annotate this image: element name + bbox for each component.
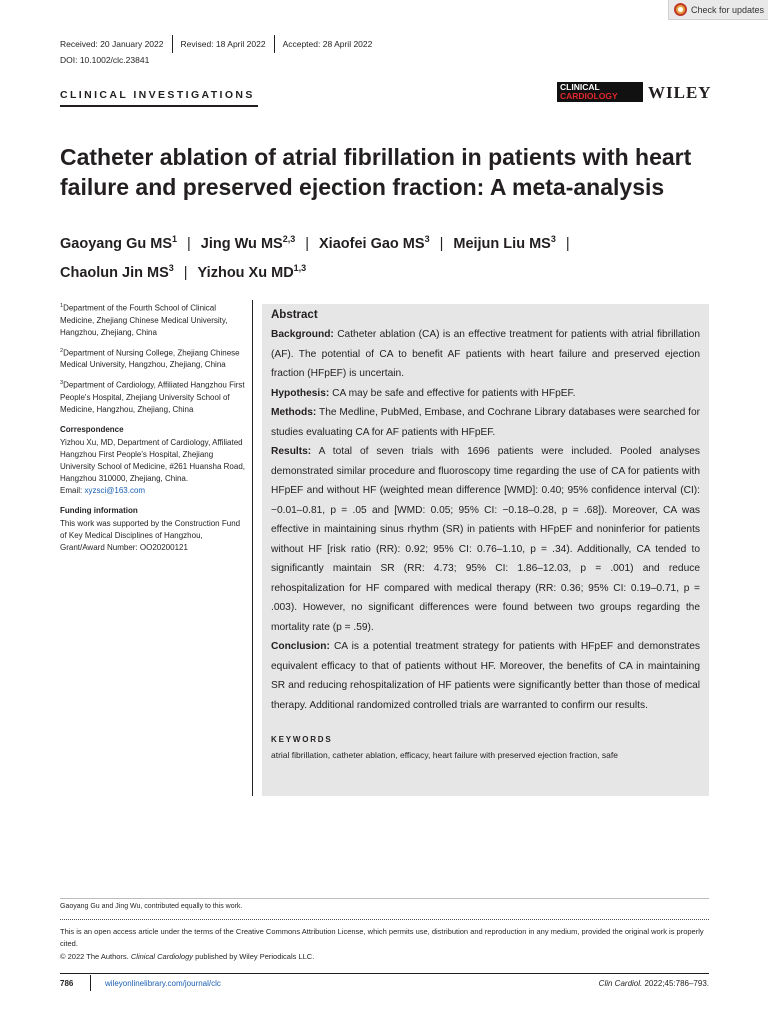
author-separator: | <box>439 235 444 252</box>
section-rule <box>60 105 258 107</box>
column-divider <box>252 300 253 796</box>
abstract-box <box>262 304 709 796</box>
doi: DOI: 10.1002/clc.23841 <box>60 55 150 65</box>
correspondence-heading: Correspondence <box>60 424 124 434</box>
correspondence-text: Yizhou Xu, MD, Department of Cardiology, Affiliated Hangzhou First People's Hospital, Zhejiang University School of Medicine, #261 Huansha Road, Hangzhou 310000, Zhejiang, China. Email: xyzsci@163.com <box>60 437 245 495</box>
author: Yizhou Xu MD$^{1,3}$ <box>197 262 307 281</box>
abstract-background: Background: Catheter ablation (CA) is an effective treatment for patients with atrial fibrillation (AF). The potential of CA to benefit AF patients with heart failure and preserved ejection fraction (HFpEF) is uncertain. <box>271 329 700 379</box>
license-note: This is an open access article under the terms of the Creative Commons Attribution License, which permits use, distribution and reproduction in any medium, provided the original work is properly cited. <box>60 927 704 948</box>
footnote-dotted-rule <box>60 919 709 920</box>
publisher-logo: WILEY <box>648 83 712 102</box>
article-dates <box>60 35 372 53</box>
author-separator: | <box>565 235 570 252</box>
author: Chaolun Jin $MS^3$ <box>60 262 174 281</box>
abstract-results: Results: A total of seven trials with 1696 patients were included. Pooled analyses demonstrated similar procedure and fluoroscopy time regarding the use of CA for patients with HFpEF and without HF (weighted mean difference [WMD]: 0.40; 95% confidence interval (CI): −0.01–0.81, p = .05 and [WMD: 0.05; 95% CI: −0.18–0.28, p = .68]). Moreover, CA was effective in maintaining sinus rhythm (SR) in patients with HFpEF and noninferior for patients without HF [risk ratio (RR): 0.92; 95% CI: 0.76–1.10, p = .34). Additionally, CA tended to significantly maintain SR (RR: 4.73; 95% CI: 1.86–12.03, p = .001) and reduce rehospitalization for HF compared with medical therapy (RR: 0.36; 95% CI: 0.19–0.71, p = .003). However, no significant differences were found between two groups regarding the mortality rate (p = .59). <box>271 446 700 633</box>
article-title: Catheter ablation of atrial fibrillation in patients with heart failure and preserved ejection fraction: A meta-analysis <box>60 144 692 200</box>
author-separator: | <box>187 235 191 252</box>
author: Xiaofei Gao $MS^3$ <box>319 234 430 252</box>
footer-divider <box>90 975 91 991</box>
funding-heading: Funding information <box>60 505 138 515</box>
author-line <box>60 256 720 285</box>
funding-text: This work was supported by the Construction Fund of Key Medical Disciplines of Hangzhou, Grant/Award Number: OO20200121 <box>60 518 241 552</box>
citation: Clin Cardiol. 2022;45:786–793. <box>598 979 709 988</box>
section-label: CLINICAL INVESTIGATIONS <box>60 89 255 101</box>
date-divider <box>172 35 173 53</box>
affiliation: $^1$Department of the Fourth School of Clinical Medicine, Zhejiang Chinese Medical University, Hangzhou, Zhejiang, China <box>60 303 228 337</box>
author: Gaoyang Gu $MS^1$ <box>60 234 178 252</box>
author-info-column <box>60 300 246 560</box>
author-separator: | <box>183 264 188 281</box>
journal-url-link[interactable]: wileyonlinelibrary.com/journal/clc <box>105 979 221 988</box>
accepted-date: Accepted: 28 April 2022 <box>282 39 373 49</box>
check-for-updates-badge[interactable] <box>668 0 768 20</box>
page-number: 786 <box>60 979 74 988</box>
author: Meijun Liu $MS^3$ <box>453 234 556 252</box>
keywords-list: atrial fibrillation, catheter ablation, efficacy, heart failure with preserved ejection fraction, safe <box>271 750 618 760</box>
equal-contribution-note: Gaoyang Gu and Jing Wu, contributed equally to this work. <box>60 903 243 910</box>
author: Jing Wu MS$^{2,3}$ <box>200 234 296 252</box>
abstract-heading: Abstract <box>271 309 318 321</box>
footnote-rule <box>60 898 709 899</box>
journal-logo-line1: CLINICAL <box>560 82 600 92</box>
email-link[interactable]: xyzsci@163.com <box>84 485 146 495</box>
copyright-note: © 2022 The Authors. Clinical Cardiology published by Wiley Periodicals LLC. <box>60 952 315 961</box>
affiliation: $^3$Department of Cardiology, Affiliated Hangzhou First People's Hospital, Zhejiang University School of Medicine, Hangzhou, Zhejiang, China <box>60 380 245 414</box>
author-line <box>60 227 720 256</box>
date-divider <box>274 35 275 53</box>
abstract-body <box>271 325 700 715</box>
author-separator: | <box>305 235 309 252</box>
author-list <box>60 227 720 285</box>
check-for-updates-label: Check for updates <box>691 4 765 15</box>
abstract-conclusion: Conclusion: CA is a potential treatment strategy for patients with HFpEF and demonstrates equivalent efficacy to that of patients without HF. Moreover, the benefits of CA in maintaining SR and reducing rehospitalization of HF patients were significantly better than those of medical therapy. Additional randomized controlled trials are warranted to confirm our results. <box>271 641 700 711</box>
update-icon <box>674 3 687 16</box>
abstract-hypothesis: Hypothesis: CA may be safe and effective for patients with HFpEF. <box>271 387 576 399</box>
journal-logo-line2: CARDIOLOGY <box>560 91 618 101</box>
journal-logo <box>557 82 643 102</box>
abstract-methods: Methods: The Medline, PubMed, Embase, and Cochrane Library databases were searched for studies evaluating CA for AF patients with HFpEF. <box>271 407 700 438</box>
received-date: Received: 20 January 2022 <box>60 39 164 49</box>
footer-rule <box>60 973 709 974</box>
affiliation: $^2$Department of Nursing College, Zhejiang Chinese Medical University, Hangzhou, Zhejiang, China <box>60 347 240 370</box>
revised-date: Revised: 18 April 2022 <box>180 39 266 49</box>
keywords-heading: KEYWORDS <box>271 735 333 744</box>
